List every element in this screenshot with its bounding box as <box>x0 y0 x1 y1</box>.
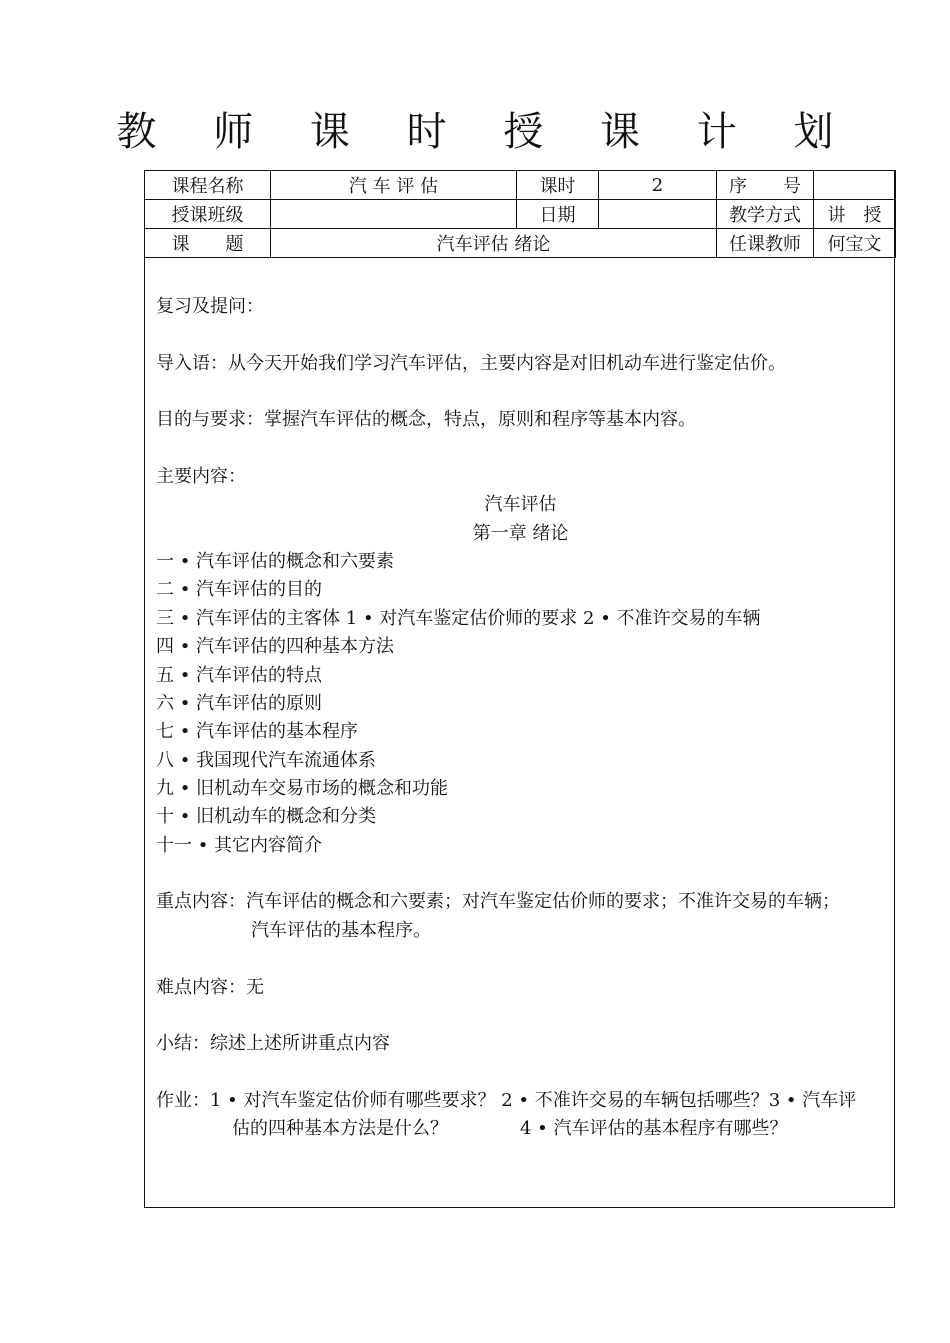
outline-item: 十 • 旧机动车的概念和分类 <box>156 806 377 827</box>
key-points-line: 重点内容：汽车评估的概念和六要素；对汽车鉴定估价师的要求；不准许交易的车辆； <box>156 891 840 912</box>
homework-line-cont: 估的四种基本方法是什么？ <box>232 1118 448 1139</box>
book-title: 汽车评估 <box>484 494 557 515</box>
lesson-content <box>144 258 895 1208</box>
hours-label: 课时 <box>517 171 599 200</box>
review-line: 复习及提问： <box>156 296 264 317</box>
date-label: 日期 <box>517 200 599 229</box>
outline-item: 四 • 汽车评估的四种基本方法 <box>156 636 395 657</box>
outline-item: 三 • 汽车评估的主客体 1 • 对汽车鉴定估价师的要求 2 • 不准许交易的车辆 <box>156 608 761 629</box>
outline-item: 一 • 汽车评估的概念和六要素 <box>156 551 395 572</box>
header-row-topic <box>145 229 896 258</box>
method-label: 教学方式 <box>717 200 814 229</box>
course-label: 课程名称 <box>145 171 271 200</box>
outline-item: 五 • 汽车评估的特点 <box>156 665 323 686</box>
outline-item: 十一 • 其它内容简介 <box>156 835 323 856</box>
outline-item: 七 • 汽车评估的基本程序 <box>156 721 359 742</box>
method-value: 讲 授 <box>814 200 896 229</box>
teacher-label: 任课教师 <box>717 229 814 258</box>
goal-line: 目的与要求：掌握汽车评估的概念，特点，原则和程序等基本内容。 <box>156 409 696 430</box>
course-value: 汽 车 评 估 <box>271 171 517 200</box>
outline-item: 六 • 汽车评估的原则 <box>156 693 323 714</box>
outline-item: 八 • 我国现代汽车流通体系 <box>156 750 377 771</box>
outline-item: 九 • 旧机动车交易市场的概念和功能 <box>156 778 449 799</box>
seq-label: 序 号 <box>717 171 814 200</box>
key-points-line-cont: 汽车评估的基本程序。 <box>251 920 431 941</box>
topic-value: 汽车评估 绪论 <box>271 229 717 258</box>
class-value <box>271 200 517 229</box>
header-row-course <box>145 171 896 200</box>
main-content-label: 主要内容： <box>156 466 246 487</box>
seq-value <box>814 171 896 200</box>
difficult-points-line: 难点内容：无 <box>156 977 264 998</box>
page-title: 教 师 课 时 授 课 计 划 <box>116 109 856 155</box>
class-label: 授课班级 <box>145 200 271 229</box>
outline-item: 二 • 汽车评估的目的 <box>156 579 323 600</box>
homework-line-cont-2: 4 • 汽车评估的基本程序有哪些？ <box>520 1118 788 1139</box>
date-value <box>599 200 717 229</box>
topic-label: 课 题 <box>145 229 271 258</box>
header-row-class <box>145 200 896 229</box>
chapter-title: 第一章 绪论 <box>472 523 569 544</box>
header-table <box>144 170 896 258</box>
intro-line: 导入语：从今天开始我们学习汽车评估，主要内容是对旧机动车进行鉴定估价。 <box>156 353 786 374</box>
hours-value: 2 <box>599 171 717 200</box>
homework-line: 作业：1 • 对汽车鉴定估价师有哪些要求？ 2 • 不准许交易的车辆包括哪些？3 • 汽车评 <box>156 1090 857 1111</box>
summary-line: 小结：综述上述所讲重点内容 <box>156 1033 390 1054</box>
teacher-value: 何宝文 <box>814 229 896 258</box>
